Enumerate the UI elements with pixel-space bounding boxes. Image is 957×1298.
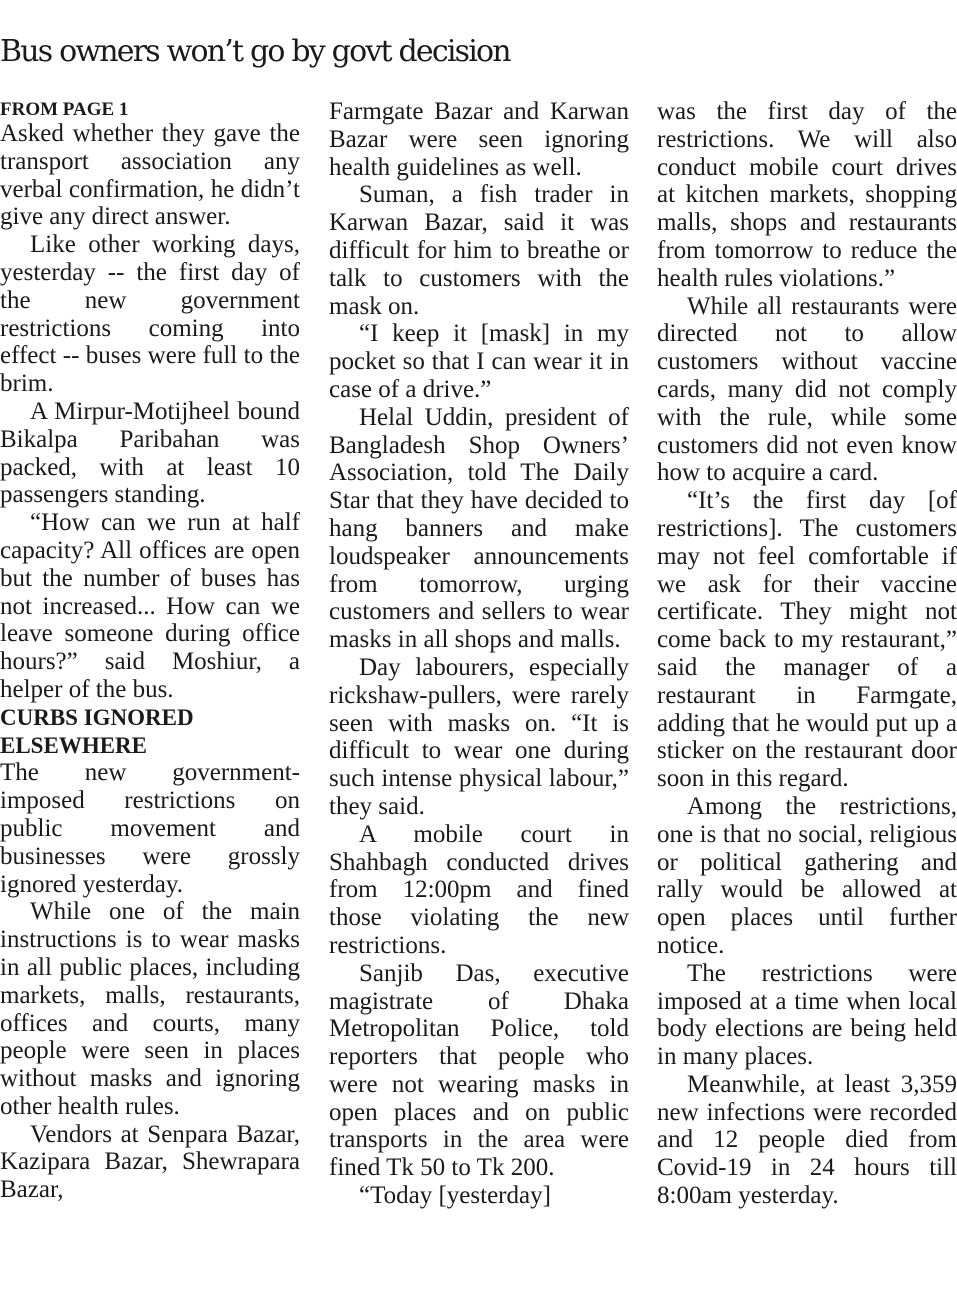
article-paragraph: was the first day of the restrictions. We will also conduct mobile court drives at kitchen markets, shopping malls, shops and restaurants from tomorrow to reduce the health rules violations.” [657,98,957,292]
article-paragraph: Day labourers, especially rickshaw-pullers, were rarely seen with masks on. “It is difficult to wear one during such intense physical labour,” they said. [329,653,629,820]
article-paragraph: Like other working days, yesterday -- the first day of the new government restrictions coming into effect -- buses were full to the brim. [0,231,300,398]
article-paragraph: Helal Uddin, president of Bangladesh Shop Owners’ Association, told The Daily Star that they have decided to hang banners and make loudspeaker announcements from tomorrow, urging customers and sellers to wear masks in all shops and malls. [329,403,629,654]
article-paragraph: Among the restrictions, one is that no social, religious or political gathering and rally would be allowed at open places until further notice. [657,792,957,959]
article-paragraph: While one of the main instructions is to wear masks in all public places, including markets, malls, restaurants, offices and courts, many people were seen in places without masks and ignoring other health rules. [0,898,300,1120]
headline: Bus owners won’t go by govt decision [0,34,510,69]
article-paragraph: Farmgate Bazar and Karwan Bazar were seen ignoring health guidelines as well. [329,98,629,181]
article-paragraph: A Mirpur-Motijheel bound Bikalpa Paribahan was packed, with at least 10 passengers standing. [0,397,300,509]
article-paragraph: Suman, a fish trader in Karwan Bazar, said it was difficult for him to breathe or talk to customers with the mask on. [329,181,629,320]
section-subhead: CURBS IGNORED ELSEWHERE [0,704,194,758]
article-paragraph: Meanwhile, at least 3,359 new infections were recorded and 12 people died from Covid-19 in 24 hours till 8:00am yesterday. [657,1070,957,1210]
article-paragraph: “Today [yesterday] [359,1182,551,1210]
article-paragraph: “I keep it [mask] in my pocket so that I can wear it in case of a drive.” [329,320,629,403]
article-paragraph: Asked whether they gave the transport association any verbal confirmation, he didn’t give any direct answer. [0,120,300,231]
article-paragraph: The new government-imposed restrictions on public movement and businesses were grossly ignored yesterday. [0,759,300,898]
continuation-kicker: FROM PAGE 1 [0,99,129,120]
article-column-3 [657,98,957,1296]
article-paragraph: Vendors at Senpara Bazar, Kazipara Bazar, Shewrapara Bazar, [0,1120,300,1204]
article-column-2 [329,98,629,1296]
article-paragraph: Sanjib Das, executive magistrate of Dhaka Metropolitan Police, told reporters that people who were not wearing masks in open places and on public transports in the area were fined Tk 50 to Tk 200. [329,959,629,1182]
article-paragraph: While all restaurants were directed not to allow customers without vaccine cards, many did not comply with the rule, while some customers did not even know how to acquire a card. [657,292,957,487]
article-paragraph: The restrictions were imposed at a time when local body elections are being held in many places. [657,959,957,1071]
article-paragraph: “It’s the first day [of restrictions]. The customers may not feel comfortable if we ask for their vaccine certificate. They might not come back to my restaurant,” said the manager of a restaurant in Farmgate, adding that he would put up a sticker on the restaurant door soon in this regard. [657,487,957,793]
article-column-1 [0,98,300,1296]
article-paragraph: “How can we run at half capacity? All offices are open but the number of buses has not increased... How can we leave someone during office hours?” said Moshiur, a helper of the bus. [0,509,300,703]
article-paragraph: A mobile court in Shahbagh conducted drives from 12:00pm and fined those violating the new restrictions. [329,820,629,959]
